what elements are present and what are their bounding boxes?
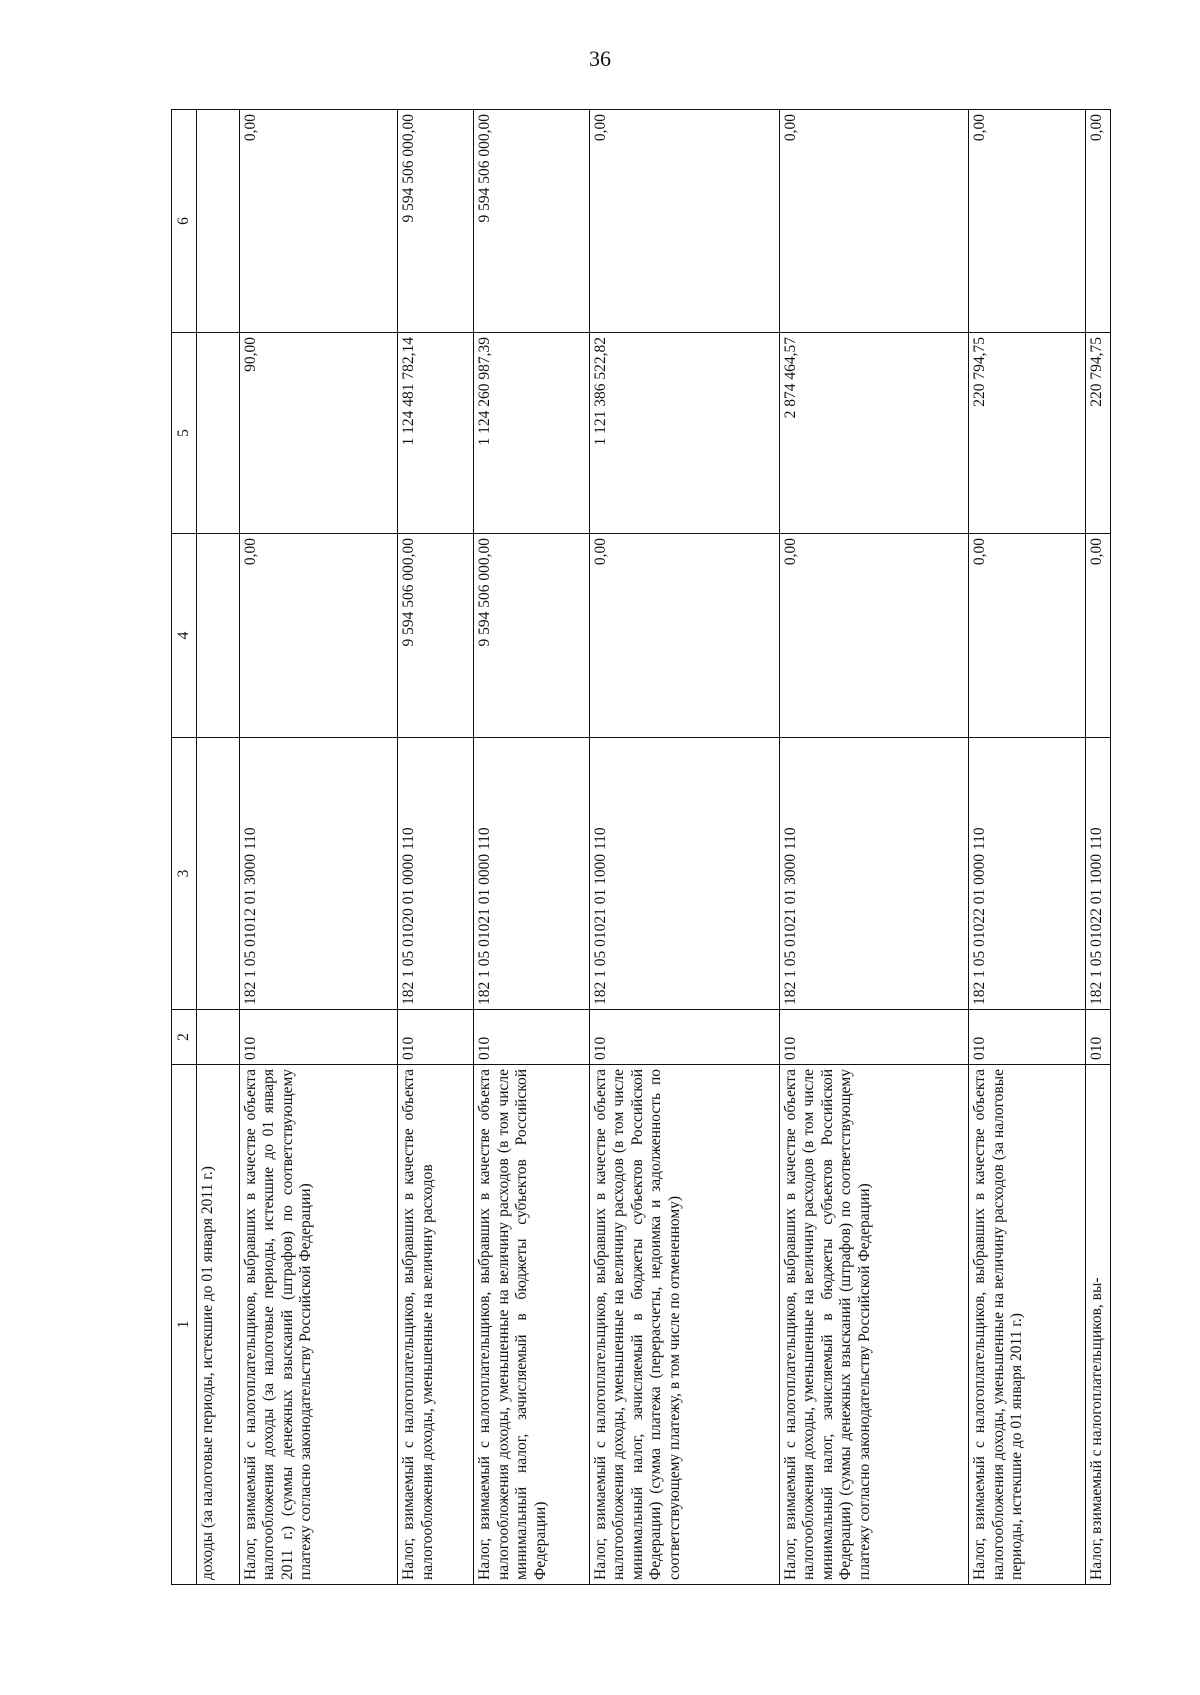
row-name-cell: Налог, взимаемый с налогоплательщиков, выбравших в качестве объекта налогообложения доходы, уменьшенные на величину расходов (за налоговые периоды, истекшие до 01 января 2011 г.) [969, 1065, 1086, 1585]
row-col6-cell: 0,00 [779, 110, 969, 333]
header-cell-name: 1 [172, 1065, 197, 1585]
row-col4-cell: 0,00 [589, 534, 779, 738]
rotated-table-frame [171, 110, 1111, 1585]
table-row [969, 110, 1086, 1585]
row-kbk-cell: 182 1 05 01021 01 3000 110 [779, 738, 969, 1010]
row-col4-cell: 9 594 506 000,00 [398, 534, 474, 738]
table-header-row [172, 110, 197, 1585]
row-col6-cell: 9 594 506 000,00 [398, 110, 474, 333]
row-col4-cell [197, 534, 240, 738]
row-col5-cell: 220 794,75 [969, 333, 1086, 534]
header-cell-kbk: 3 [172, 738, 197, 1010]
row-col4-cell: 0,00 [969, 534, 1086, 738]
table-row [1085, 110, 1110, 1585]
row-col5-cell: 90,00 [239, 333, 397, 534]
row-col6-cell [197, 110, 240, 333]
row-col6-cell: 0,00 [1085, 110, 1110, 333]
table-row [398, 110, 474, 1585]
row-col5-cell: 1 124 481 782,14 [398, 333, 474, 534]
row-code-cell: 010 [239, 1010, 397, 1065]
header-cell-code: 2 [172, 1010, 197, 1065]
row-col4-cell: 9 594 506 000,00 [474, 534, 590, 738]
row-code-cell: 010 [474, 1010, 590, 1065]
row-col5-cell: 220 794,75 [1085, 333, 1110, 534]
row-code-cell: 010 [589, 1010, 779, 1065]
row-name-cell: Налог, взимаемый с налогоплательщиков, выбравших в качестве объекта налогообложения доходы, уменьшенные на величину расходов (в том числе минимальный налог, зачисляемый в бюджеты субъектов Российской Федерации) (сумма платежа (перерасчеты, недоимка и задолженность по соответствующему платежу, в том числе по отмененному) [589, 1065, 779, 1585]
table-row [197, 110, 240, 1585]
header-cell-col4: 4 [172, 534, 197, 738]
row-kbk-cell: 182 1 05 01022 01 0000 110 [969, 738, 1086, 1010]
table-row [589, 110, 779, 1585]
rotated-table-container [171, 110, 1111, 1585]
row-col5-cell [197, 333, 240, 534]
table-row [474, 110, 590, 1585]
row-col5-cell: 2 874 464,57 [779, 333, 969, 534]
table-row [779, 110, 969, 1585]
row-col4-cell: 0,00 [779, 534, 969, 738]
row-kbk-cell: 182 1 05 01021 01 1000 110 [589, 738, 779, 1010]
row-name-cell: доходы (за налоговые периоды, истекшие до 01 января 2011 г.) [197, 1065, 240, 1585]
row-col4-cell: 0,00 [239, 534, 397, 738]
row-col4-cell: 0,00 [1085, 534, 1110, 738]
row-col6-cell: 0,00 [589, 110, 779, 333]
row-name-cell: Налог, взимаемый с налогоплательщиков, выбравших в качестве объекта налогообложения доходы (за налоговые периоды, истекшие до 01 января 2011 г.) (суммы денежных взысканий (штрафов) по соответствующему платежу согласно законодательству Российской Федерации) [239, 1065, 397, 1585]
row-kbk-cell: 182 1 05 01021 01 0000 110 [474, 738, 590, 1010]
row-code-cell: 010 [779, 1010, 969, 1065]
row-name-cell: Налог, взимаемый с налогоплательщиков, выбравших в качестве объекта налогообложения доходы, уменьшенные на величину расходов [398, 1065, 474, 1585]
row-kbk-cell [197, 738, 240, 1010]
row-code-cell: 010 [1085, 1010, 1110, 1065]
row-kbk-cell: 182 1 05 01020 01 0000 110 [398, 738, 474, 1010]
table-row [239, 110, 397, 1585]
row-code-cell: 010 [969, 1010, 1086, 1065]
row-kbk-cell: 182 1 05 01012 01 3000 110 [239, 738, 397, 1010]
page-number: 36 [589, 46, 611, 71]
row-col6-cell: 9 594 506 000,00 [474, 110, 590, 333]
row-name-cell: Налог, взимаемый с налогоплательщиков, вы- [1085, 1065, 1110, 1585]
revenue-table [171, 109, 1111, 1585]
row-col5-cell: 1 124 260 987,39 [474, 333, 590, 534]
row-name-cell: Налог, взимаемый с налогоплательщиков, выбравших в качестве объекта налогообложения доходы, уменьшенные на величину расходов (в том числе минимальный налог, зачисляемый в бюджеты субъектов Российской Федерации) [474, 1065, 590, 1585]
row-col5-cell: 1 121 386 522,82 [589, 333, 779, 534]
header-cell-col5: 5 [172, 333, 197, 534]
row-code-cell: 010 [398, 1010, 474, 1065]
header-cell-col6: 6 [172, 110, 197, 333]
row-kbk-cell: 182 1 05 01022 01 1000 110 [1085, 738, 1110, 1010]
row-name-cell: Налог, взимаемый с налогоплательщиков, выбравших в качестве объекта налогообложения доходы, уменьшенные на величину расходов (в том числе минимальный налог, зачисляемый в бюджеты субъектов Российской Федерации) (суммы денежных взысканий (штрафов) по соответствующему платежу согласно законодательству Российской Федерации) [779, 1065, 969, 1585]
row-col6-cell: 0,00 [239, 110, 397, 333]
row-code-cell [197, 1010, 240, 1065]
row-col6-cell: 0,00 [969, 110, 1086, 333]
